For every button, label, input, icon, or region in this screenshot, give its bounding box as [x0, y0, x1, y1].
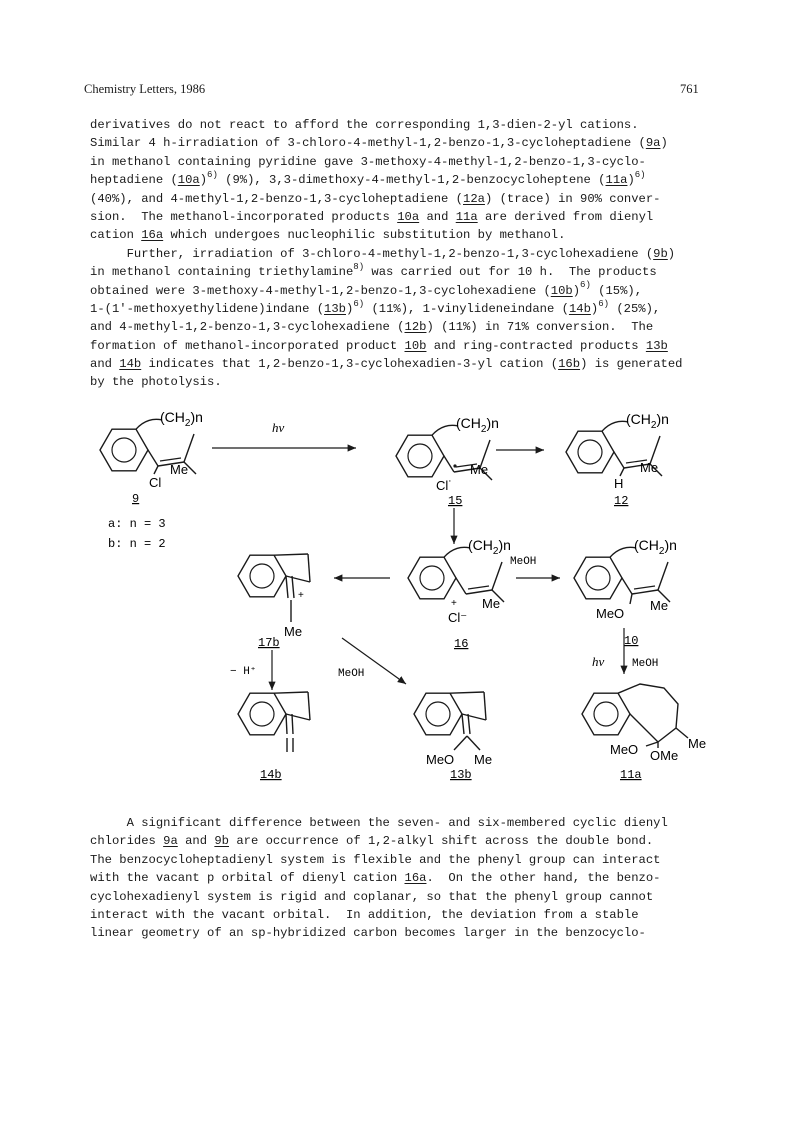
compound-ref: 11a — [455, 209, 478, 224]
text-run: (25%), — [609, 301, 661, 316]
text-line — [90, 208, 715, 226]
text-run: heptadiene ( — [90, 173, 178, 188]
text-run: was carried out for 10 h. The products — [364, 265, 657, 280]
me-10: Me — [650, 598, 669, 613]
hv-label-1: hν — [272, 420, 285, 435]
structure-11a — [582, 684, 706, 763]
compound-label-16: 16 — [454, 637, 469, 651]
text-run: (15%), — [590, 283, 643, 298]
structure-10 — [574, 537, 677, 621]
text-line — [90, 282, 715, 300]
compound-ref: 10a — [397, 209, 420, 224]
paragraph-2 — [90, 814, 715, 943]
ring-label-9: $(CH_2)n$ — [160, 412, 203, 429]
text-run: ) (trace) in 90% conver- — [484, 191, 661, 206]
meoh-label-1: MeOH — [510, 556, 537, 568]
text-run: Similar 4 h-irradiation of 3-chloro-4-methyl-1,2-benzo-1,3-cycloheptadiene ( — [90, 136, 646, 151]
citation-ref: 6) — [634, 170, 646, 181]
text-line — [90, 263, 715, 281]
text-run: ) — [667, 246, 676, 261]
structure-16 — [408, 537, 511, 625]
text-run: derivatives do not react to afford the corresponding 1,3-dien-2-yl cations. — [90, 118, 639, 132]
ring-label-16: $(CH_2)n$ — [468, 537, 511, 557]
text-run: sion. The methanol-incorporated products — [90, 209, 398, 224]
page-number: 761 — [680, 82, 699, 96]
text-line — [90, 245, 715, 263]
compound-ref: 9b — [653, 246, 668, 261]
text-run: ) (11%) in 71% conversion. The — [426, 320, 654, 335]
compound-label-9: 9 — [132, 492, 140, 506]
ring-label-12: $(CH_2)n$ — [626, 412, 669, 431]
me-16: Me — [482, 596, 501, 611]
text-run: obtained were 3-methoxy-4-methyl-1,2-benzo-1,3-cyclohexadiene ( — [90, 283, 551, 298]
compound-ref: 9b — [214, 834, 229, 849]
text-line — [90, 888, 715, 906]
compound-ref: 13b — [324, 301, 346, 316]
meoh-label-3: MeOH — [632, 658, 659, 670]
compound-ref: 9a — [645, 136, 661, 151]
cl-15: Cl˙ — [436, 478, 453, 493]
compound-label-10: 10 — [624, 634, 639, 648]
text-line — [90, 337, 715, 355]
compound-ref: 11a — [605, 173, 628, 188]
text-line — [90, 869, 715, 887]
text-run: by the photolysis. — [90, 375, 222, 390]
text-run: A significant difference between the seven- and six-membered cyclic dienyl — [90, 816, 668, 830]
text-run: are occurrence of 1,2-alkyl shift across the double bond. — [229, 834, 654, 849]
compound-ref: 16a — [141, 228, 164, 243]
text-run: (11%), 1-vinylideneindane ( — [364, 301, 569, 316]
meo-11a: MeO — [610, 742, 639, 757]
text-run: interact with the vacant orbital. In addition, the deviation from a stable — [90, 907, 639, 922]
compound-label-11a: 11a — [620, 768, 642, 782]
radical-dot — [453, 464, 456, 467]
me-17b: Me — [284, 624, 303, 639]
text-run: and ring-contracted products — [426, 338, 646, 353]
text-line — [90, 355, 715, 373]
text-run: with the vacant p orbital of dienyl cation — [90, 871, 405, 886]
text-run: and 4-methyl-1,2-benzo-1,3-cyclohexadiene ( — [90, 320, 405, 335]
text-line — [90, 832, 715, 850]
structure-9 — [100, 412, 203, 490]
cation-17b: + — [298, 590, 304, 601]
text-line — [90, 924, 715, 942]
ome-11a: OMe — [650, 748, 679, 763]
text-run: Further, irradiation of 3-chloro-4-methyl-1,2-benzo-1,3-cyclohexadiene ( — [90, 246, 654, 261]
meoh-label-2: MeOH — [338, 668, 365, 680]
citation-ref: 6) — [580, 280, 591, 291]
compound-ref: 12b — [404, 320, 427, 335]
cl-9: Cl — [149, 475, 162, 490]
structure-12 — [566, 412, 669, 491]
text-run: in methanol containing pyridine gave 3-methoxy-4-methyl-1,2-benzo-1,3-cyclo- — [90, 154, 646, 169]
me-15: Me — [470, 462, 489, 477]
text-run: and — [90, 357, 120, 372]
text-run: formation of methanol-incorporated product — [90, 338, 405, 353]
ring-label-10: $(CH_2)n$ — [634, 537, 677, 557]
text-line — [90, 190, 715, 208]
text-line — [90, 318, 715, 336]
citation-ref: 6) — [207, 170, 218, 181]
text-run: ) — [627, 173, 635, 188]
compound-label-12: 12 — [614, 494, 629, 508]
variant-b: b: n = 2 — [108, 537, 166, 551]
compound-ref: 9a — [163, 834, 178, 849]
text-line — [90, 134, 715, 152]
compound-ref: 13b — [645, 338, 668, 353]
structure-17b — [238, 554, 310, 639]
text-run: cation — [90, 228, 142, 243]
structure-14b — [238, 692, 310, 752]
compound-label-17b: 17b — [258, 636, 280, 650]
text-run: ) — [199, 173, 208, 188]
minus-h-label: − H⁺ — [230, 666, 257, 678]
text-line — [90, 814, 715, 832]
variant-a: a: n = 3 — [108, 517, 166, 531]
compound-label-14b: 14b — [260, 768, 282, 782]
compound-ref: 16a — [404, 871, 427, 886]
citation-ref: 6) — [598, 298, 610, 309]
compound-ref: 12a — [463, 191, 485, 206]
text-line — [90, 906, 715, 924]
text-run: ) — [572, 283, 581, 298]
paragraph-1 — [90, 116, 715, 392]
me-12: Me — [640, 460, 659, 475]
text-run: ) — [346, 301, 354, 316]
text-line — [90, 300, 715, 318]
citation-ref: 6) — [353, 298, 365, 309]
text-line — [90, 171, 715, 189]
meo-13b: MeO — [426, 752, 455, 767]
compound-label-13b: 13b — [450, 768, 472, 782]
journal-header: Chemistry Letters, 1986 — [84, 82, 206, 96]
h-12: H — [614, 476, 624, 491]
text-run: and — [419, 209, 456, 224]
hv-label-2: hν — [592, 654, 605, 669]
text-line — [90, 226, 715, 244]
text-run: linear geometry of an sp-hybridized carbon becomes larger in the benzocyclo- — [90, 926, 646, 941]
text-run: 1-(1'-methoxyethylidene)indane ( — [90, 301, 325, 316]
text-line — [90, 851, 715, 869]
compound-ref: 16b — [558, 357, 581, 372]
text-run: cyclohexadienyl system is rigid and coplanar, so that the phenyl group cannot — [90, 889, 654, 904]
text-run: and — [177, 834, 215, 849]
text-run: which undergoes nucleophilic substitution by methanol. — [163, 228, 566, 243]
citation-ref: 8) — [353, 262, 365, 273]
compound-ref: 10a — [177, 173, 200, 188]
ring-label-15: $(CH_2)n$ — [456, 415, 499, 435]
reaction-scheme — [84, 412, 724, 784]
structure-15 — [396, 415, 499, 493]
me-9: Me — [170, 462, 189, 477]
text-line — [90, 116, 715, 134]
text-run: in methanol containing triethylamine — [90, 265, 354, 280]
text-run: The benzocycloheptadienyl system is flexible and the phenyl group can interact — [90, 852, 661, 867]
text-run: ) — [590, 301, 599, 316]
text-run: (9%), 3,3-dimethoxy-4-methyl-1,2-benzocycloheptene ( — [217, 173, 606, 188]
compound-label-15: 15 — [448, 494, 463, 508]
compound-ref: 14b — [119, 357, 142, 372]
structure-13b — [414, 692, 492, 767]
text-run: indicates that 1,2-benzo-1,3-cyclohexadien-3-yl cation ( — [141, 357, 559, 372]
text-run: . On the other hand, the benzo- — [426, 871, 661, 886]
compound-ref: 10b — [550, 283, 573, 298]
me-13b: Me — [474, 752, 493, 767]
compound-ref: 14b — [568, 301, 591, 316]
me-11a: Me — [688, 736, 707, 751]
text-run: chlorides — [90, 834, 164, 849]
compound-ref: 10b — [404, 338, 427, 353]
cation-16: + — [451, 598, 457, 609]
cl-anion-16: Cl⁻ — [448, 610, 468, 625]
meo-10: MeO — [596, 606, 625, 621]
text-run: ) — [660, 136, 668, 151]
text-run: (40%), and 4-methyl-1,2-benzo-1,3-cycloheptadiene ( — [90, 191, 463, 206]
text-run: are derived from dienyl — [477, 209, 654, 224]
text-run: ) is generated — [580, 357, 683, 372]
text-line — [90, 153, 715, 171]
text-line — [90, 373, 715, 391]
